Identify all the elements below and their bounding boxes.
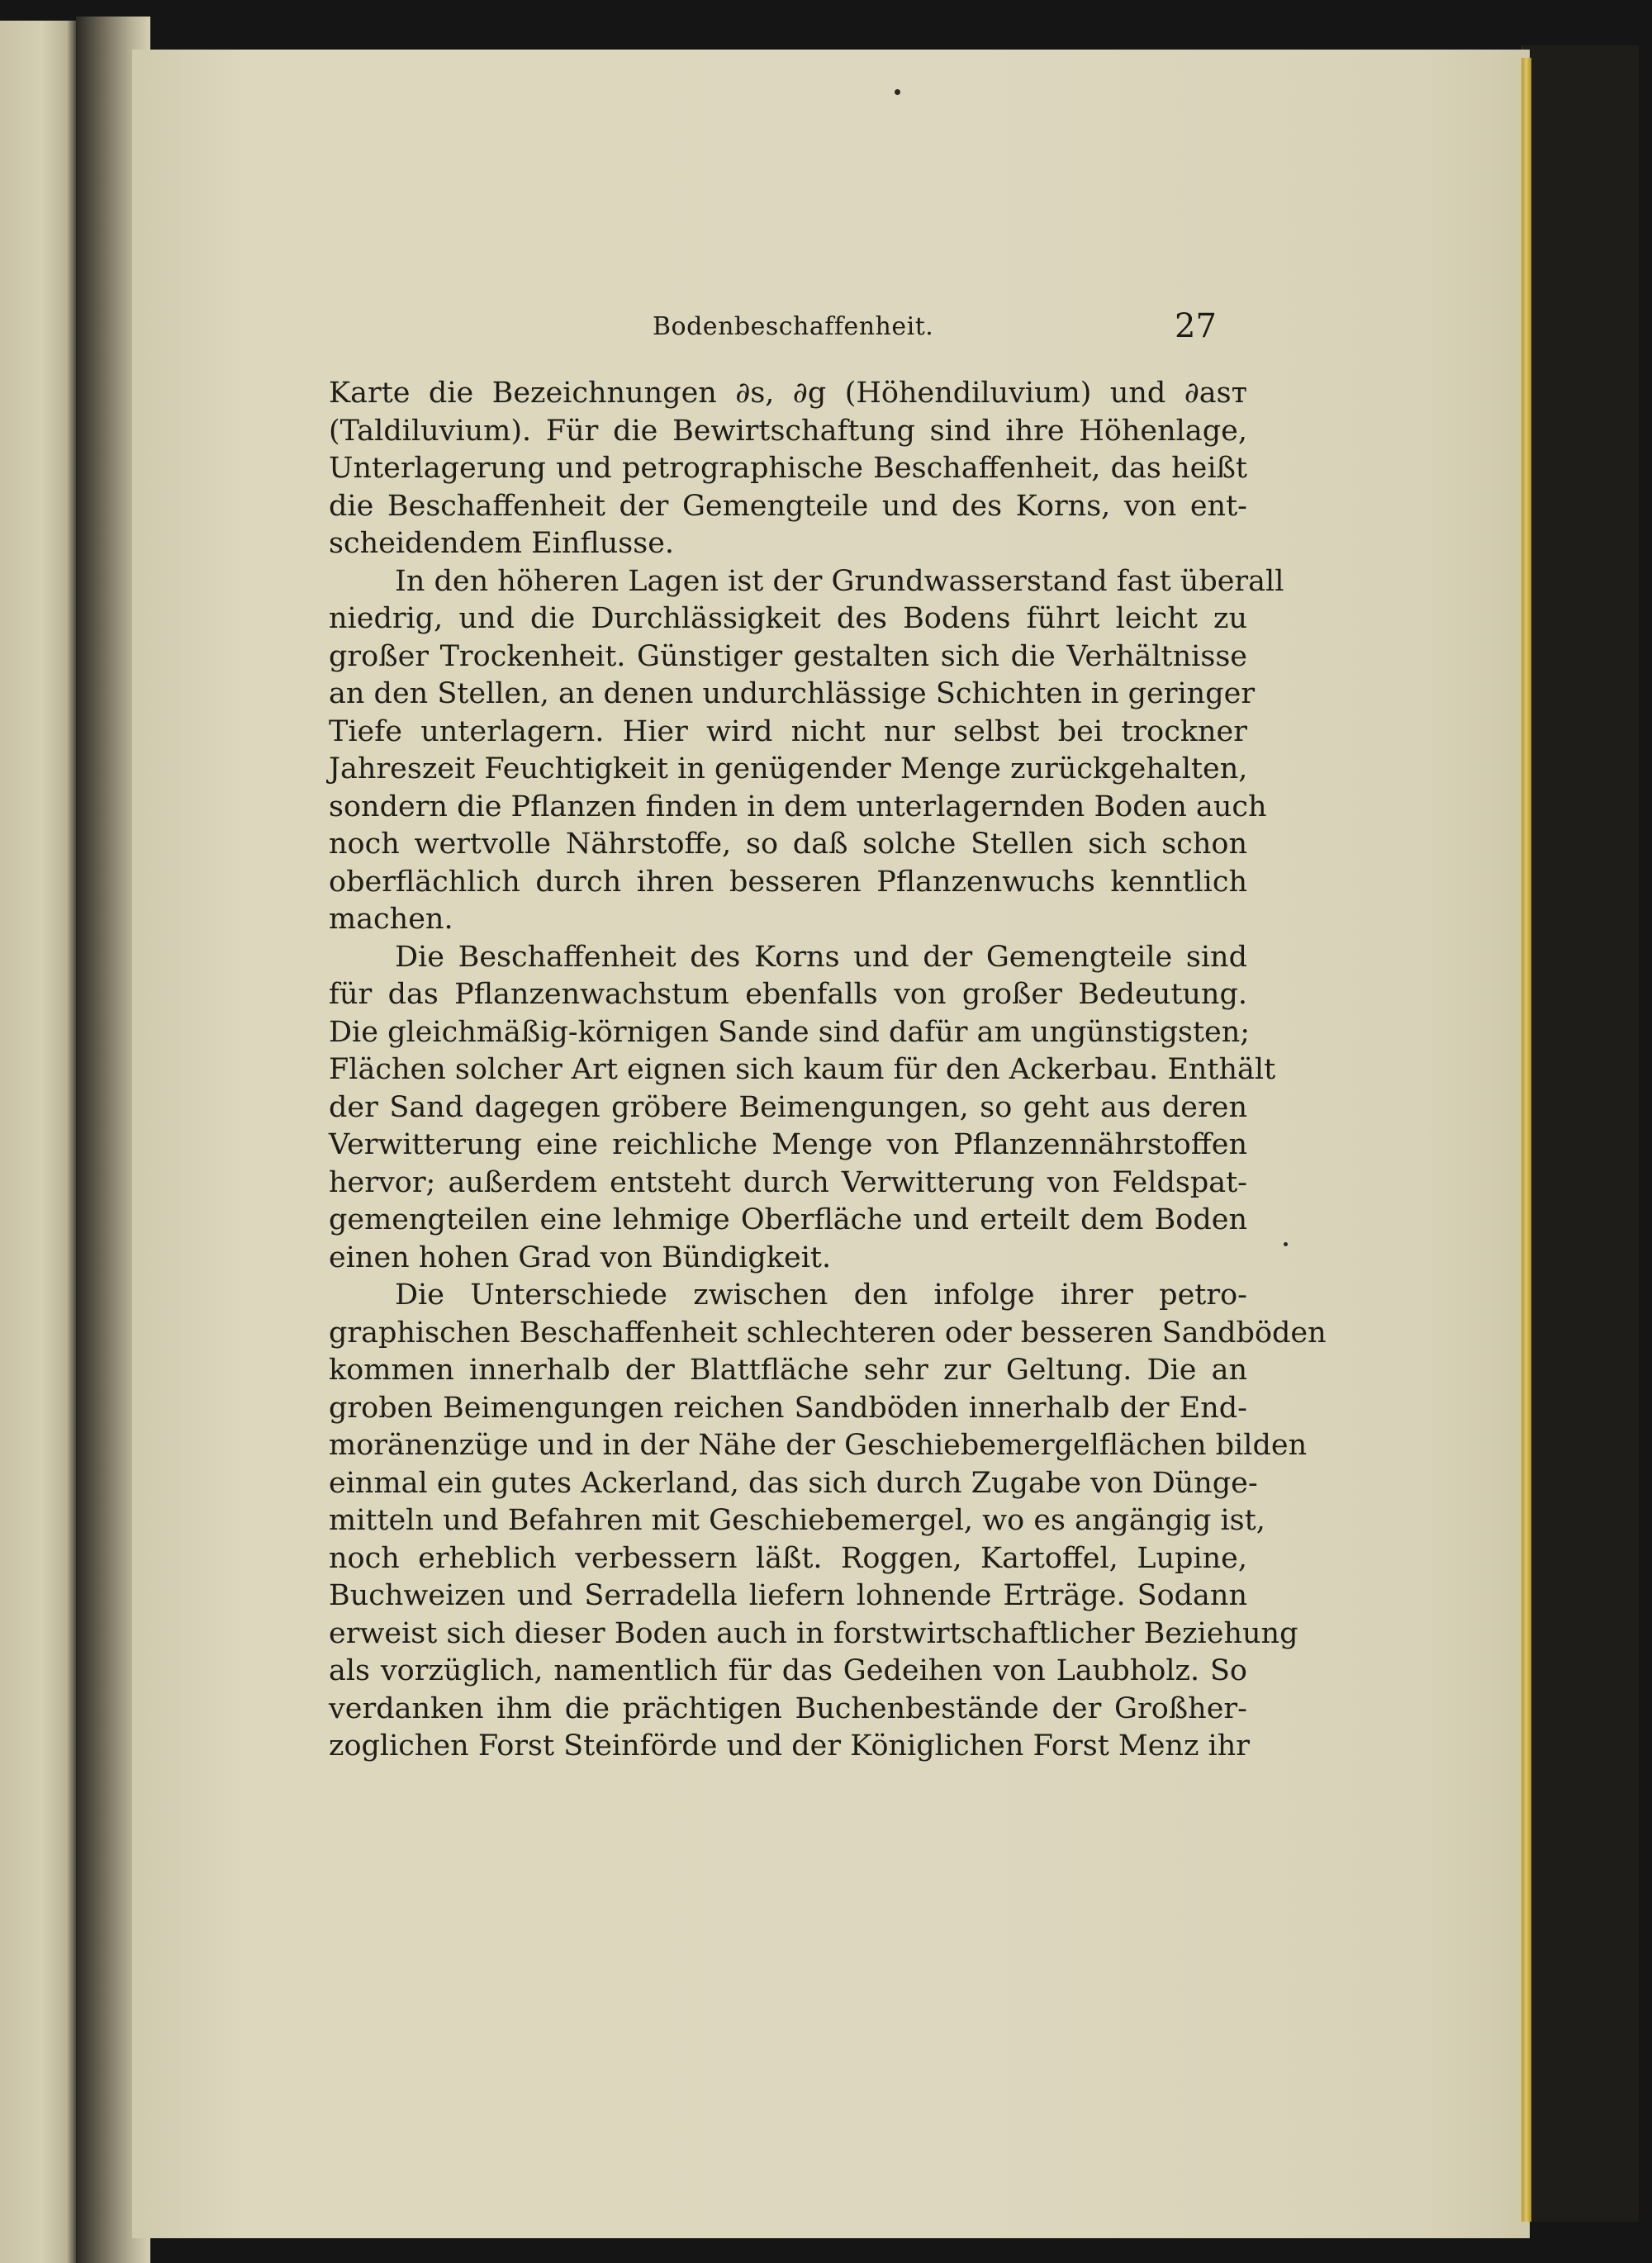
book-board-edge [1521,45,1639,2222]
speck-mark [1284,1242,1288,1246]
text-line: an den Stellen, an denen undurchlässige Schichten in geringer [329,677,1256,710]
running-head-title: Bodenbeschaffenheit. [653,312,934,341]
text-line: noch wertvolle Nährstoffe, so daß solche Stellen sich schon [329,828,1247,861]
text-line: Die Beschaffenheit des Korns und der Gemengteile sind [395,940,1247,974]
speck-mark [895,89,900,95]
text-line: (Taldiluvium). Für die Bewirtschaftung sind ihre Höhenlage, [329,414,1247,448]
text-line: Unterlagerung und petrographische Beschaffenheit, das heißt [329,452,1247,485]
previous-page-edge [0,21,76,2263]
text-line: mitteln und Befahren mit Geschiebemergel, wo es angängig ist, [329,1504,1265,1537]
text-line: zoglichen Forst Steinförde und der Königlichen Forst Menz ihr [329,1729,1251,1762]
text-line: noch erheblich verbessern läßt. Roggen, Kartoffel, Lupine, [329,1541,1247,1575]
gilt-fore-edge [1521,58,1531,2222]
text-line: hervor; außerdem entsteht durch Verwitterung von Feldspat- [329,1165,1247,1199]
text-line: sondern die Pflanzen finden in dem unterlagernden Boden auch [329,790,1267,823]
text-line: Buchweizen und Serradella liefern lohnende Erträge. Sodann [329,1579,1247,1612]
text-line: scheidendem Einflusse. [329,527,675,560]
text-line: der Sand dagegen gröbere Beimengungen, so geht aus deren [329,1090,1247,1124]
text-line: Verwitterung eine reichliche Menge von Pflanzennährstoffen [329,1128,1247,1161]
text-line: Karte die Bezeichnungen ∂s, ∂g (Höhendiluvium) und ∂asᴛ [329,377,1247,410]
text-line: Die Unterschiede zwischen den infolge ihrer petro- [395,1279,1247,1312]
text-line: moränenzüge und in der Nähe der Geschiebemergelflächen bilden [329,1429,1308,1462]
text-line: erweist sich dieser Boden auch in forstwirtschaftlicher Beziehung [329,1616,1298,1650]
text-line: einmal ein gutes Ackerland, das sich durch Zugabe von Dünge- [329,1466,1258,1500]
text-line: als vorzüglich, namentlich für das Gedeihen von Laubholz. So [329,1654,1247,1687]
text-line: für das Pflanzenwachstum ebenfalls von großer Bedeutung. [329,978,1247,1011]
text-line: Flächen solcher Art eignen sich kaum für den Ackerbau. Enthält [329,1053,1276,1086]
text-line: niedrig, und die Durchlässigkeit des Bodens führt leicht zu [329,602,1247,635]
text-line: groben Beimengungen reichen Sandböden innerhalb der End- [329,1391,1247,1425]
text-line: Tiefe unterlagern. Hier wird nicht nur selbst bei trockner [329,714,1247,748]
text-line: großer Trockenheit. Günstiger gestalten sich die Verhältnisse [329,639,1247,673]
text-line: einen hohen Grad von Bündigkeit. [329,1241,832,1274]
text-line: machen. [329,903,453,936]
text-line: verdanken ihm die prächtigen Buchenbestände der Großher- [329,1691,1247,1725]
page-number: 27 [1175,307,1217,345]
text-line: kommen innerhalb der Blattfläche sehr zur Geltung. Die an [329,1354,1247,1387]
text-line: Jahreszeit Feuchtigkeit in genügender Menge zurückgehalten, [329,752,1248,785]
text-line: Die gleichmäßig-körnigen Sande sind dafür am ungünstigsten; [329,1015,1251,1049]
text-line: oberflächlich durch ihren besseren Pflanzenwuchs kenntlich [329,865,1247,899]
text-line: In den höheren Lagen ist der Grundwasserstand fast überall [395,564,1284,598]
running-head [329,307,1237,353]
text-line: graphischen Beschaffenheit schlechteren oder besseren Sandböden [329,1316,1327,1350]
text-line: die Beschaffenheit der Gemengteile und des Korns, von ent- [329,489,1247,523]
body-text [329,375,1327,1766]
text-line: gemengteilen eine lehmige Oberfläche und erteilt dem Boden [329,1203,1247,1236]
